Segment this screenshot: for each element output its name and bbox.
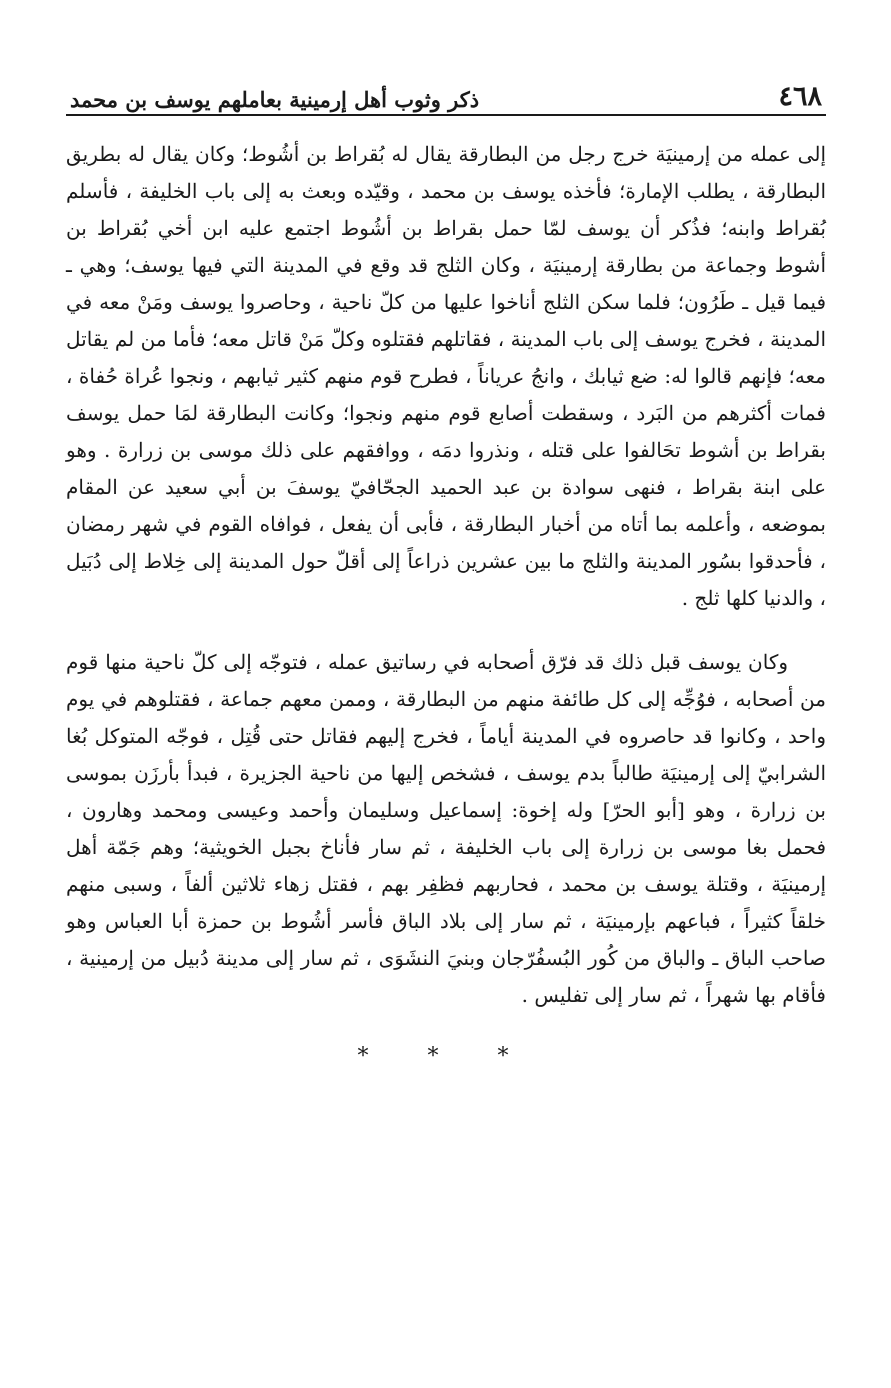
paragraph-2: وكان يوسف قبل ذلك قد فرّق أصحابه في رساتيق عمله ، فتوجّه إلى كلّ ناحية منها قوم من أصحابه ، فوُجِّه إلى كل طائفة منهم من البطارقة ، وممن معهم جماعة ، فقتلوهم في يوم واحد ، وكانوا قد حاصروه في المدينة أياماً ، فخرج إليهم فقاتل حتى قُتِل ، فوجّه المتوكل بُغا الشرابيّ إلى إرمينيَة طالباً بدم يوسف ، فشخص إليها من ناحية الجزيرة ، فبدأ بأرزَن بموسى بن زرارة ، وهو [أبو الحرّ] وله إخوة: إسماعيل وسليمان وأحمد وعيسى ومحمد وهارون ، فحمل بغا موسى بن زرارة إلى باب الخليفة ، ثم سار فأناخ بجبل الخويثية؛ وهم جَمّة أهل إرمينيَة ، وقتلة يوسف بن محمد ، فحاربهم فظفِر بهم ، فقتل زهاء ثلاثين ألفاً ، وسبى منهم خلقاً كثيراً ، فباعهم بإرمينيَة ، ثم سار إلى بلاد الباق فأسر أشُوط بن حمزة أبا العباس وهو صاحب الباق ـ والباق من كُور البُسفُرّجان وبنيَ النشَوَى ، ثم سار إلى مدينة دُبيل من إرمينية ، فأقام بها شهراً ، ثم سار إلى تفليس . — [66, 650, 827, 1007]
book-page — [66, 78, 826, 1069]
body-text — [66, 136, 826, 1014]
section-separator: * * * — [357, 1044, 535, 1069]
paragraph-1: إلى عمله من إرمينيَة خرج رجل من البطارقة يقال له بُقراط بن أشُوط؛ وكان يقال له بطريق البطارقة ، يطلب الإمارة؛ فأخذه يوسف بن محمد ، وقيّده وبعث به إلى باب الخليفة ، فأسلم بُقراط وابنه؛ فذُكر أن يوسف لمّا حمل بقراط بن أشُوط اجتمع عليه ابن أخي بُقراط بن أشوط وجماعة من بطارقة إرمينيَة ، وكان الثلج قد وقع في المدينة التي فيها يوسف؛ وهي ـ فيما قيل ـ طَرُون؛ فلما سكن الثلج أناخوا عليها من كلّ ناحية ، وحاصروا يوسف ومَنْ معه في المدينة ، فخرج يوسف إلى باب المدينة ، فقاتلهم فقتلوه وكلّ مَنْ قاتل معه؛ فأما من لم يقاتل معه؛ فإنهم قالوا له: ضع ثيابك ، وانجُ عرياناً ، فطرح قوم منهم كثير ثيابهم ، ونجوا عُراة حُفاة ، فمات أكثرهم من البَرد ، وسقطت أصابع قوم منهم ونجوا؛ وكانت البطارقة لمَا حمل يوسف بقراط بن أشوط تحَالفوا على قتله ، ونذروا دمَه ، ووافقهم على ذلك موسى بن زرارة . وهو على ابنة بقراط ، فنهى سوادة بن عبد الحميد الجحّافيّ يوسفَ بن أبي سعيد عن المقام بموضعه ، وأعلمه بما أتاه من أخبار البطارقة ، فأبى أن يفعل ، فوافاه القوم في شهر رمضان ، فأحدقوا بسُور المدينة والثلج ما بين عشرين ذراعاً إلى أقلّ حول المدينة إلى خِلاط إلى دُبَيل ، والدنيا كلها ثلج . — [66, 142, 826, 610]
chapter-title: ذكر وثوب أهل إرمينية بعاملهم يوسف بن محمد — [70, 87, 480, 112]
running-header — [66, 78, 826, 116]
page-number: ٤٦٨ — [778, 81, 822, 112]
